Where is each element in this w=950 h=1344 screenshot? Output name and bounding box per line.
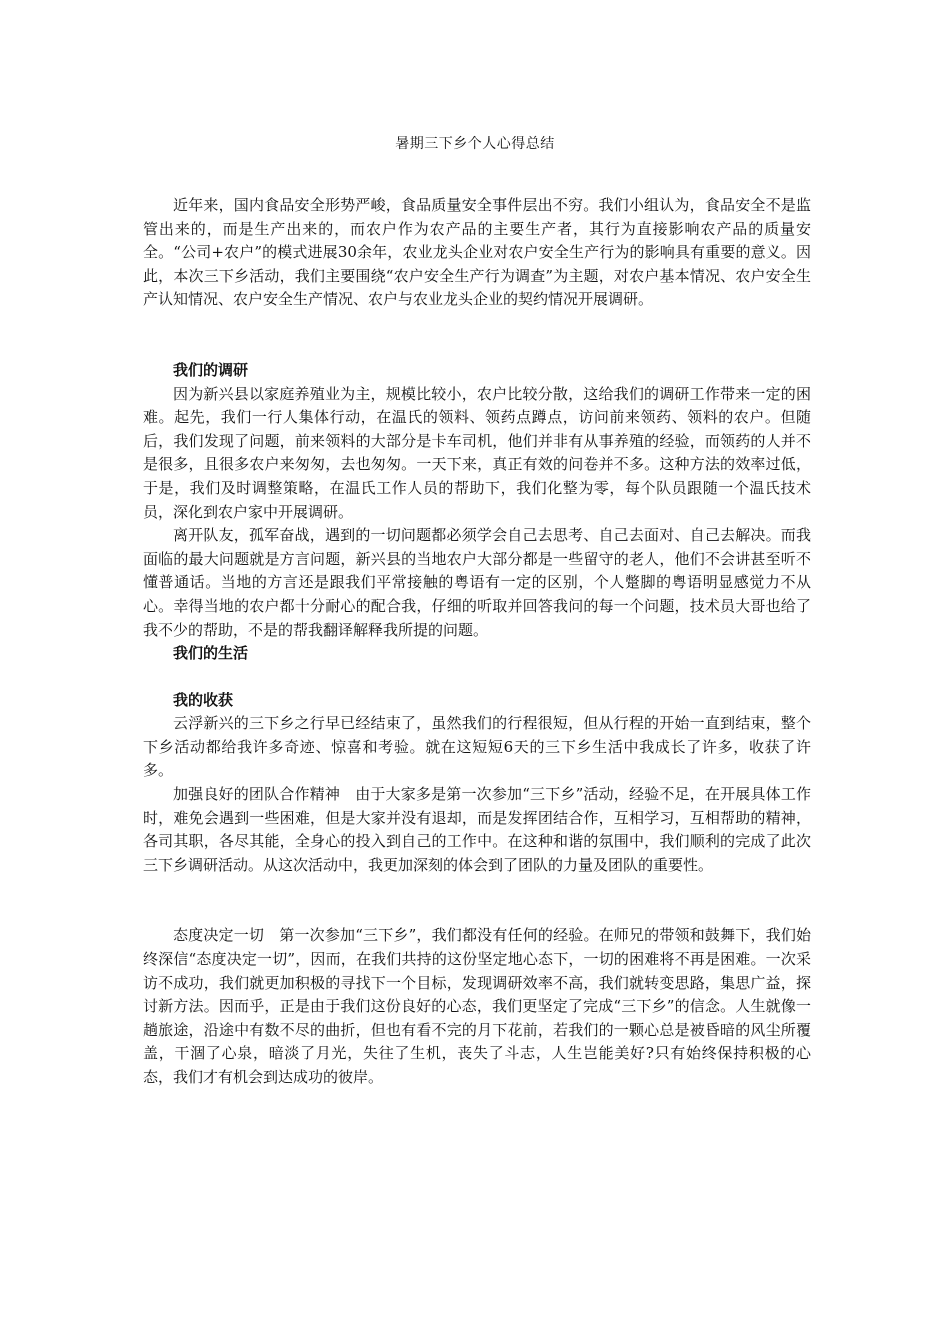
- gain-paragraph-3: 态度决定一切 第一次参加“三下乡”，我们都没有任何的经验。在师兄的带领和鼓舞下，我们始终深信“态度决定一切”，因而，在我们共持的这份坚定地心态下，一切的困难将不再是困难。一次采访不成功，我们就更加积极的寻找下一个目标，发现调研效率不高，我们就转变思路，集思广益，探讨新方法。因而乎，正是由于我们这份良好的心态，我们更坚定了完成“三下乡”的信念。人生就像一趟旅途，沿途中有数不尽的曲折，但也有看不完的月下花前，若我们的一颗心总是被昏暗的风尘所覆盖，干涸了心泉，暗淡了月光，失往了生机，丧失了斗志，人生岂能美好?只有始终保持积极的心态，我们才有机会到达成功的彼岸。: [143, 926, 811, 1086]
- document-title: 暑期三下乡个人心得总结: [395, 136, 555, 152]
- gain-paragraph-2: 加强良好的团队合作精神 由于大家多是第一次参加“三下乡”活动，经验不足，在开展具体工作时，难免会遇到一些困难，但是大家并没有退却，而是发挥团结合作，互相学习，互相帮助的精神，各司其职，各尽其能，全身心的投入到自己的工作中。在这种和谐的氛围中，我们顺利的完成了此次三下乡调研活动。从这次活动中，我更加深刻的体会到了团队的力量及团队的重要性。: [143, 785, 811, 874]
- section-gap: [143, 312, 811, 359]
- research-paragraph-2: 离开队友，孤军奋战，遇到的一切问题都必须学会自己去思考、自己去面对、自己去解决。而我面临的最大问题就是方言问题，新兴县的当地农户大部分都是一些留守的老人，他们不会讲甚至听不懂普通话。当地的方言还是跟我们平常接触的粤语有一定的区别，个人蹩脚的粤语明显感觉力不从心。幸得当地的农户都十分耐心的配合我，仔细的听取并回答我问的每一个问题，技术员大哥也给了我不少的帮助，不是的帮我翻译解释我所提的问题。: [143, 526, 811, 639]
- section-gap: [143, 666, 811, 689]
- section-gap: [143, 877, 811, 924]
- intro-paragraph: 近年来，国内食品安全形势严峻，食品质量安全事件层出不穷。我们小组认为，食品安全不是监管出来的，而是生产出来的，而农户作为农产品的主要生产者，其行为直接影响农产品的质量安全。“公司+农户”的模式进展30余年，农业龙头企业对农户安全生产行为的影响具有重要的意义。因此，本次三下乡活动，我们主要围绕“农户安全生产行为调查”为主题，对农户基本情况、农户安全生产认知情况、农户安全生产情况、农户与农业龙头企业的契约情况开展调研。: [143, 196, 811, 309]
- gain-paragraph-1: 云浮新兴的三下乡之行早已经结束了，虽然我们的行程很短，但从行程的开始一直到结束，整个下乡活动都给我许多奇迹、惊喜和考验。就在这短短6天的三下乡生活中我成长了许多，收获了许多。: [143, 714, 811, 780]
- gain-heading: 我的收获: [173, 690, 234, 709]
- life-heading: 我们的生活: [173, 644, 249, 663]
- research-paragraph-1: 因为新兴县以家庭养殖业为主，规模比较小，农户比较分散，这给我们的调研工作带来一定的困难。起先，我们一行人集体行动，在温氏的领料、领药点蹲点，访问前来领药、领料的农户。但随后，我们发现了问题，前来领料的大部分是卡车司机，他们并非有从事养殖的经验，而领药的人并不是很多，且很多农户来匆匆，去也匆匆。一天下来，真正有效的问卷并不多。这种方法的效率过低，于是，我们及时调整策略，在温氏工作人员的帮助下，我们化整为零，每个队员跟随一个温氏技术员，深化到农户家中开展调研。: [143, 384, 811, 521]
- research-heading: 我们的调研: [173, 360, 249, 379]
- document-body: [143, 194, 811, 1090]
